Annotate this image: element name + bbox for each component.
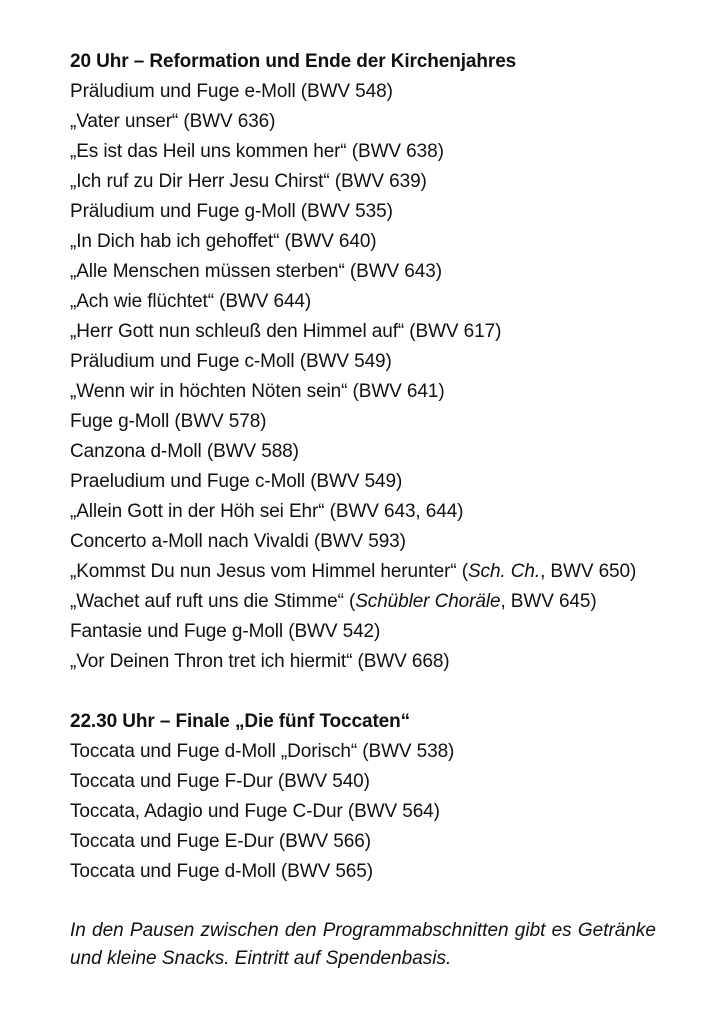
program-item-italic: Schübler Choräle	[355, 591, 501, 612]
program-item: Fantasie und Fuge g-Moll (BWV 542)	[70, 621, 381, 642]
program-item: Praeludium und Fuge c-Moll (BWV 549)	[70, 471, 403, 492]
program-item-italic: Sch. Ch.	[467, 561, 541, 582]
program-item: Fuge g-Moll (BWV 578)	[70, 411, 267, 432]
section-heading-reformation: 20 Uhr – Reformation und Ende der Kirchenjahres	[70, 51, 517, 72]
program-item: „Ach wie flüchtet“ (BWV 644)	[70, 291, 312, 312]
program-item	[70, 557, 660, 587]
program-item: „Wenn wir in höchten Nöten sein“ (BWV 641)	[70, 381, 445, 402]
section-spacer	[70, 677, 660, 707]
section-spacer	[70, 887, 660, 917]
program-item: Präludium und Fuge c-Moll (BWV 549)	[70, 351, 392, 372]
program-item: „Allein Gott in der Höh sei Ehr“ (BWV 643, 644)	[70, 501, 464, 522]
program-item: Canzona d-Moll (BWV 588)	[70, 441, 299, 462]
program-list-reformation	[70, 77, 660, 677]
program-item: Concerto a-Moll nach Vivaldi (BWV 593)	[70, 531, 406, 552]
program-item: Toccata und Fuge F-Dur (BWV 540)	[70, 771, 370, 792]
section-heading-finale: 22.30 Uhr – Finale „Die fünf Toccaten“	[70, 711, 411, 732]
program-item: „Vater unser“ (BWV 636)	[70, 111, 276, 132]
program-item: Toccata und Fuge d-Moll (BWV 565)	[70, 861, 373, 882]
program-item: „Vor Deinen Thron tret ich hiermit“ (BWV 668)	[70, 651, 450, 672]
program-item	[70, 587, 660, 617]
program-item: „Alle Menschen müssen sterben“ (BWV 643)	[70, 261, 442, 282]
program-item: „Ich ruf zu Dir Herr Jesu Chirst“ (BWV 639)	[70, 171, 427, 192]
program-item: Toccata, Adagio und Fuge C-Dur (BWV 564)	[70, 801, 440, 822]
program-item: „In Dich hab ich gehoffet“ (BWV 640)	[70, 231, 377, 252]
footer-note: In den Pausen zwischen den Programmabschnitten gibt es Getränke und kleine Snacks. Eintritt auf Spendenbasis.	[70, 920, 656, 969]
program-list-finale	[70, 737, 660, 887]
program-item-text: „Kommst Du nun Jesus vom Himmel herunter“ (	[70, 561, 468, 582]
program-item: Toccata und Fuge E-Dur (BWV 566)	[70, 831, 371, 852]
program-item-text: , BWV 650)	[540, 561, 637, 582]
program-item-text: „Wachet auf ruft uns die Stimme“ (	[70, 591, 356, 612]
program-item: Präludium und Fuge g-Moll (BWV 535)	[70, 201, 393, 222]
program-page	[70, 47, 660, 973]
program-item-text: , BWV 645)	[500, 591, 597, 612]
program-item: „Herr Gott nun schleuß den Himmel auf“ (BWV 617)	[70, 321, 502, 342]
program-item: Toccata und Fuge d-Moll „Dorisch“ (BWV 538)	[70, 741, 455, 762]
program-item: Präludium und Fuge e-Moll (BWV 548)	[70, 81, 393, 102]
program-item: „Es ist das Heil uns kommen her“ (BWV 638)	[70, 141, 444, 162]
